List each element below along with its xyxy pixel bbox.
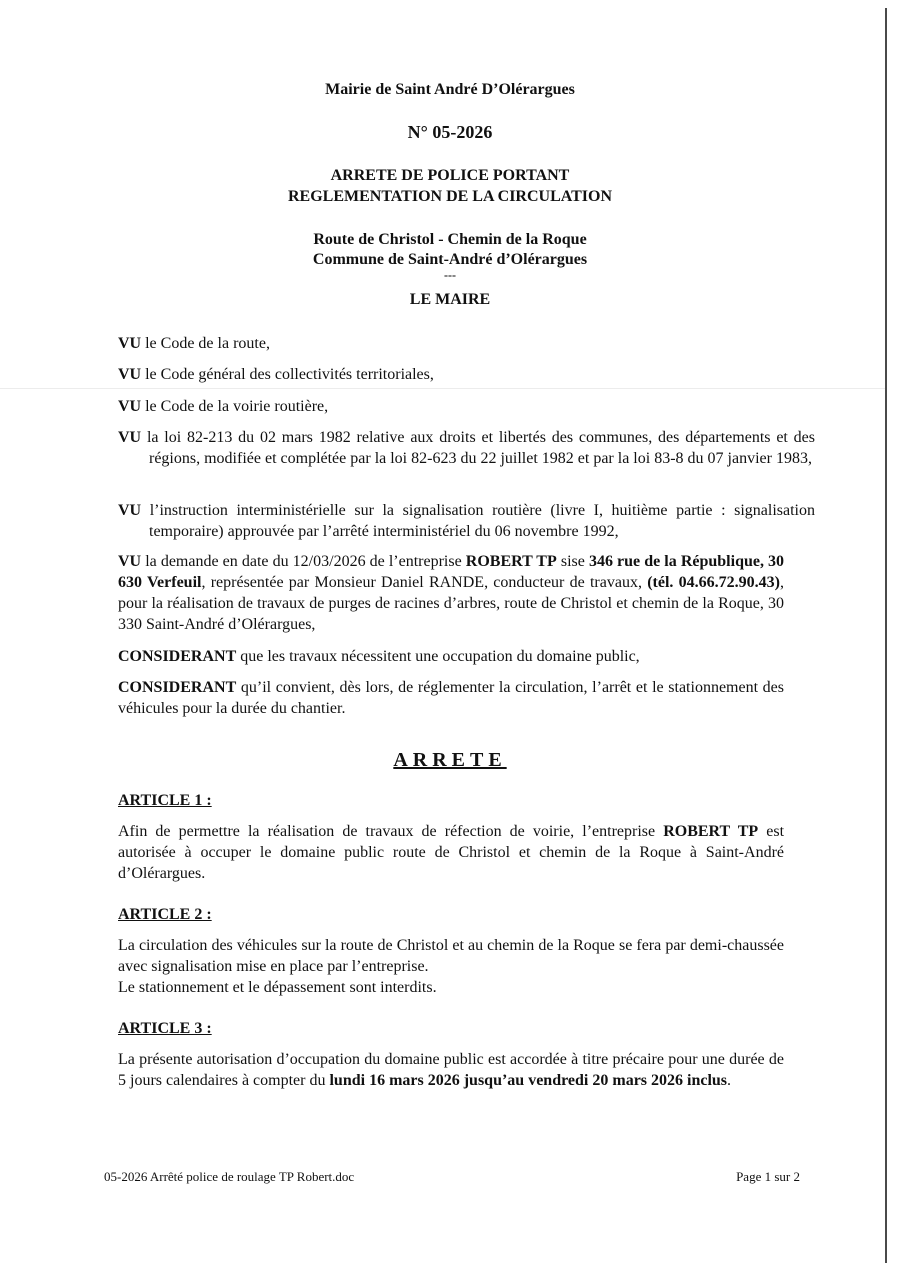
arrete-heading-line2: REGLEMENTATION DE LA CIRCULATION — [287, 188, 613, 205]
demande-text-a: la demande en date du 12/03/2026 de l’entreprise — [145, 553, 462, 570]
demande-text-d: , pour la réalisation de travaux de purges de racines d’arbres, route de Christol et chemin de la Roque, 30 330 Saint-André d’Olérargues, — [118, 574, 784, 633]
article-2-text-1: La circulation des véhicules sur la route de Christol et au chemin de la Roque se fera par demi-chaussée avec signalisation mise en place par l’entreprise. — [118, 937, 784, 975]
article-3-title: ARTICLE 3 : — [118, 1020, 212, 1037]
vu-instruction — [118, 500, 815, 542]
demande-address: 346 rue de la République, 30 630 Verfeuil — [118, 553, 785, 591]
article-3-body — [118, 1049, 784, 1091]
vu-code-route — [118, 333, 784, 354]
route-heading-line2: Commune de Saint-André d’Olérargues — [312, 251, 588, 268]
article-2-body — [118, 935, 784, 998]
vu-demande — [118, 551, 784, 635]
article-1-text-b: est autorisée à occuper le domaine public route de Christol et chemin de la Roque à Saint-André d’Olérargues. — [118, 823, 785, 882]
arrete-number: N° 05-2026 — [407, 122, 493, 142]
vu-text: le Code de la route, — [145, 335, 270, 352]
heading-separator: --- — [444, 268, 456, 282]
demande-tel: (tél. 04.66.72.90.43) — [647, 574, 780, 591]
footer-page-number: Page 1 sur 2 — [736, 1169, 800, 1184]
scan-artifact-line — [0, 388, 885, 389]
arrete-title: ARRETE — [393, 749, 507, 771]
article-3-text-a: La présente autorisation d’occupation du domaine public est accordée à titre précaire pour une durée de 5 jours calendaires à compter du — [118, 1051, 784, 1089]
article-2-text-2: Le stationnement et le dépassement sont interdits. — [118, 979, 437, 996]
article-2-title: ARTICLE 2 : — [118, 906, 212, 923]
vu-text: l’instruction interministérielle sur la signalisation routière (livre I, huitième partie : signalisation temporaire) approuvée par l’arrêté interministériel du 06 novembre 1992, — [149, 502, 815, 540]
vu-text: le Code de la voirie routière, — [145, 398, 329, 415]
considerant-label: CONSIDERANT — [118, 679, 237, 696]
article-1-text-a: Afin de permettre la réalisation de travaux de réfection de voirie, l’entreprise — [118, 823, 656, 840]
considerant-label: CONSIDERANT — [118, 648, 237, 665]
demande-text-c: , représentée par Monsieur Daniel RANDE, conducteur de travaux, — [201, 574, 642, 591]
vu-text: le Code général des collectivités territoriales, — [145, 366, 434, 383]
vu-label: VU — [118, 335, 142, 352]
considerant-text: que les travaux nécessitent une occupation du domaine public, — [240, 648, 640, 665]
vu-code-voirie — [118, 396, 784, 417]
vu-label: VU — [118, 429, 142, 446]
article-3-text-b: . — [727, 1072, 732, 1089]
article-1-company: ROBERT TP — [663, 823, 759, 840]
vu-label: VU — [118, 553, 142, 570]
vu-label: VU — [118, 398, 142, 415]
le-maire-heading: LE MAIRE — [409, 291, 491, 308]
footer-filename: 05-2026 Arrêté police de roulage TP Robert.doc — [104, 1169, 355, 1184]
considerant-text: qu’il convient, dès lors, de réglementer la circulation, l’arrêt et le stationnement des véhicules pour la durée du chantier. — [118, 679, 785, 717]
vu-code-collectivites — [118, 364, 784, 385]
demande-company: ROBERT TP — [465, 553, 557, 570]
arrete-heading-line1: ARRETE DE POLICE PORTANT — [330, 167, 570, 184]
demande-text-b: sise — [560, 553, 585, 570]
mairie-title: Mairie de Saint André D’Olérargues — [325, 81, 575, 98]
vu-label: VU — [118, 366, 142, 383]
article-1-body — [118, 821, 784, 884]
route-heading-line1: Route de Christol - Chemin de la Roque — [313, 231, 587, 248]
article-1-title: ARTICLE 1 : — [118, 792, 212, 809]
vu-label: VU — [118, 502, 142, 519]
considerant-1 — [118, 646, 784, 667]
considerant-2 — [118, 677, 784, 719]
vu-text: la loi 82-213 du 02 mars 1982 relative aux droits et libertés des communes, des départements et des régions, modifiée et complétée par la loi 82-623 du 22 juillet 1982 et par la loi 83-8 du 07 janvier 1983, — [146, 429, 816, 467]
article-3-dates: lundi 16 mars 2026 jusqu’au vendredi 20 mars 2026 inclus — [329, 1072, 728, 1089]
vu-loi — [118, 427, 815, 469]
